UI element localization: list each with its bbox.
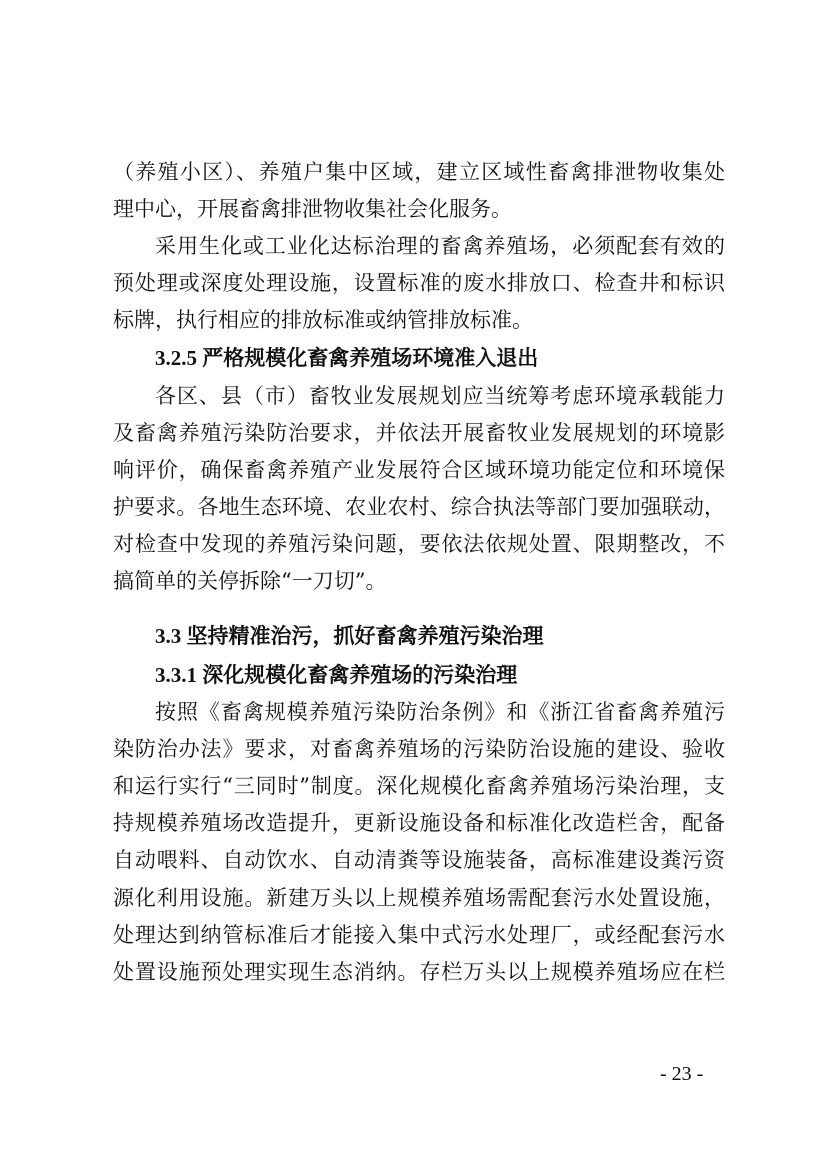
text-line: （养殖小区）、养殖户集中区域，建立区域性畜禽排泄物收集处 (113, 160, 725, 184)
text-line: 采用生化或工业化达标治理的畜禽养殖场，必须配套有效的 (155, 234, 725, 258)
text-line: 标牌，执行相应的排放标准或纳管排放标准。 (113, 308, 533, 332)
text-line: 各区、县（市）畜牧业发展规划应当统筹考虑环境承载能力 (155, 384, 725, 408)
text-line: 染防治办法》要求，对畜禽养殖场的污染防治设施的建设、验收 (113, 737, 725, 761)
text-line: 搞简单的关停拆除“一刀切”。 (113, 569, 387, 593)
subsection-heading: 3.3.1 深化规模化畜禽养殖场的污染治理 (155, 663, 518, 687)
text-line: 和运行实行“三同时”制度。深化规模化畜禽养殖场污染治理，支 (113, 774, 725, 798)
text-line: 理中心，开展畜禽排泄物收集社会化服务。 (113, 197, 512, 221)
text-line: 响评价，确保畜禽养殖产业发展符合区域环境功能定位和环境保 (113, 458, 725, 482)
section-heading: 3.2.5 严格规模化畜禽养殖场环境准入退出 (155, 346, 539, 370)
section-heading: 3.3 坚持精准治污，抓好畜禽养殖污染治理 (155, 624, 544, 648)
text-line: 护要求。各地生态环境、农业农村、综合执法等部门要加强联动， (113, 495, 725, 519)
text-line: 处理达到纳管标准后才能接入集中式污水处理厂，或经配套污水 (113, 923, 725, 947)
page-number: - 23 - (660, 1063, 704, 1085)
text-line: 对检查中发现的养殖污染问题，要依法依规处置、限期整改，不 (113, 532, 725, 556)
text-line: 持规模养殖场改造提升，更新设施设备和标准化改造栏舍，配备 (113, 811, 725, 835)
text-line: 自动喂料、自动饮水、自动清粪等设施装备，高标准建设粪污资 (113, 848, 725, 872)
text-line: 按照《畜禽规模养殖污染防治条例》和《浙江省畜禽养殖污 (155, 700, 725, 724)
text-line: 预处理或深度处理设施，设置标准的废水排放口、检查井和标识 (113, 271, 725, 295)
text-line: 及畜禽养殖污染防治要求，并依法开展畜牧业发展规划的环境影 (113, 421, 725, 445)
text-line: 处置设施预处理实现生态消纳。存栏万头以上规模养殖场应在栏 (113, 960, 725, 984)
text-line: 源化利用设施。新建万头以上规模养殖场需配套污水处置设施， (113, 886, 725, 910)
